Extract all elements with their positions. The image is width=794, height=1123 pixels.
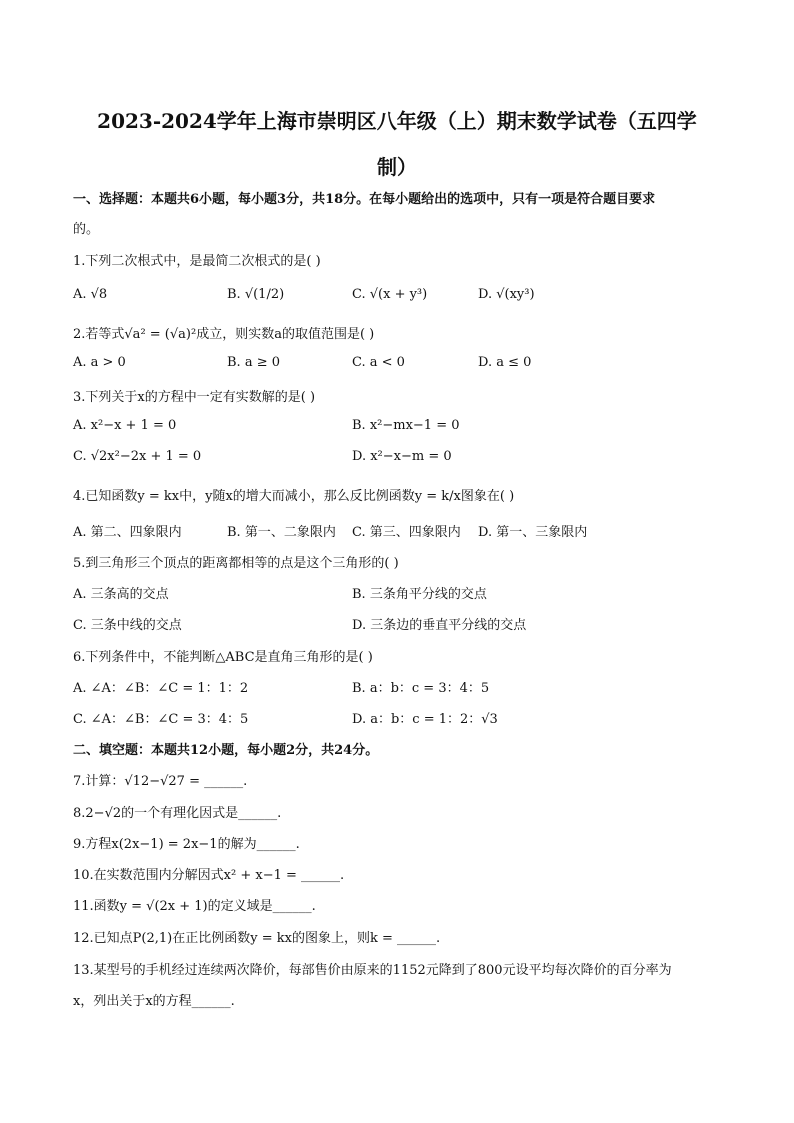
- q1-option-a: A. √8: [73, 287, 108, 302]
- q2-option-a: A. a > 0: [73, 355, 126, 370]
- q5-option-b: B. 三条角平分线的交点: [352, 587, 487, 602]
- q3-option-d: D. x²−x−m = 0: [352, 449, 452, 464]
- q9: 9.方程x(2x−1) = 2x−1的解为______.: [73, 837, 300, 852]
- q3-option-a: A. x²−x + 1 = 0: [73, 418, 177, 433]
- q4-stem: 4.已知函数y = kx中，y随x的增大而减小，那么反比例函数y = k/x图象在( ): [73, 489, 515, 504]
- q1-stem: 1.下列二次根式中，是最简二次根式的是( ): [73, 254, 321, 269]
- q13-line1: 13.某型号的手机经过连续两次降价，每部售价由原来的1152元降到了800元设平均每次降价的百分率为: [73, 963, 672, 978]
- q2-stem: 2.若等式√a² = (√a)²成立，则实数a的取值范围是( ): [73, 327, 375, 342]
- section1-header-cont: 的。: [73, 222, 100, 237]
- q10: 10.在实数范围内分解因式x² + x−1 = ______.: [73, 868, 345, 883]
- q8: 8.2−√2的一个有理化因式是______.: [73, 806, 282, 821]
- q2-option-b: B. a ≥ 0: [227, 355, 280, 370]
- q12: 12.已知点P(2,1)在正比例函数y = kx的图象上，则k = ______.: [73, 931, 441, 946]
- q4-option-a: A. 第二、四象限内: [73, 525, 182, 540]
- q1-option-b: B. √(1/2): [227, 287, 285, 302]
- q2-option-d: D. a ≤ 0: [478, 355, 532, 370]
- q1-option-d: D. √(xy³): [478, 287, 535, 302]
- exam-title-line2: 制）: [377, 155, 417, 179]
- q6-option-a: A. ∠A：∠B：∠C = 1：1：2: [73, 681, 249, 696]
- q5-option-c: C. 三条中线的交点: [73, 618, 182, 633]
- exam-title: [0, 98, 794, 190]
- q5-option-d: D. 三条边的垂直平分线的交点: [352, 618, 527, 633]
- section2-header: 二、填空题：本题共12小题，每小题2分，共24分。: [73, 743, 379, 758]
- q7: 7.计算：√12−√27 = ______.: [73, 774, 248, 789]
- q4-option-c: C. 第三、四象限内: [352, 525, 461, 540]
- q3-stem: 3.下列关于x的方程中一定有实数解的是( ): [73, 390, 316, 405]
- exam-title-line1: 2023-2024学年上海市崇明区八年级（上）期末数学试卷（五四学: [97, 109, 697, 133]
- q13-line2: x，列出关于x的方程______.: [73, 994, 235, 1009]
- q6-option-b: B. a：b：c = 3：4：5: [352, 681, 490, 696]
- q3-option-b: B. x²−mx−1 = 0: [352, 418, 460, 433]
- q4-option-b: B. 第一、二象限内: [227, 525, 336, 540]
- q4-option-d: D. 第一、三象限内: [478, 525, 588, 540]
- q11: 11.函数y = √(2x + 1)的定义域是______.: [73, 899, 316, 914]
- q3-option-c: C. √2x²−2x + 1 = 0: [73, 449, 202, 464]
- q6-option-d: D. a：b：c = 1：2：√3: [352, 712, 498, 727]
- q5-stem: 5.到三角形三个顶点的距离都相等的点是这个三角形的( ): [73, 556, 399, 571]
- q5-option-a: A. 三条高的交点: [73, 587, 169, 602]
- q1-option-c: C. √(x + y³): [352, 287, 428, 302]
- q6-stem: 6.下列条件中，不能判断△ABC是直角三角形的是( ): [73, 650, 373, 665]
- section1-header: 一、选择题：本题共6小题，每小题3分，共18分。在每小题给出的选项中，只有一项是符合题目要求: [73, 192, 656, 207]
- q2-option-c: C. a < 0: [352, 355, 405, 370]
- q6-option-c: C. ∠A：∠B：∠C = 3：4：5: [73, 712, 249, 727]
